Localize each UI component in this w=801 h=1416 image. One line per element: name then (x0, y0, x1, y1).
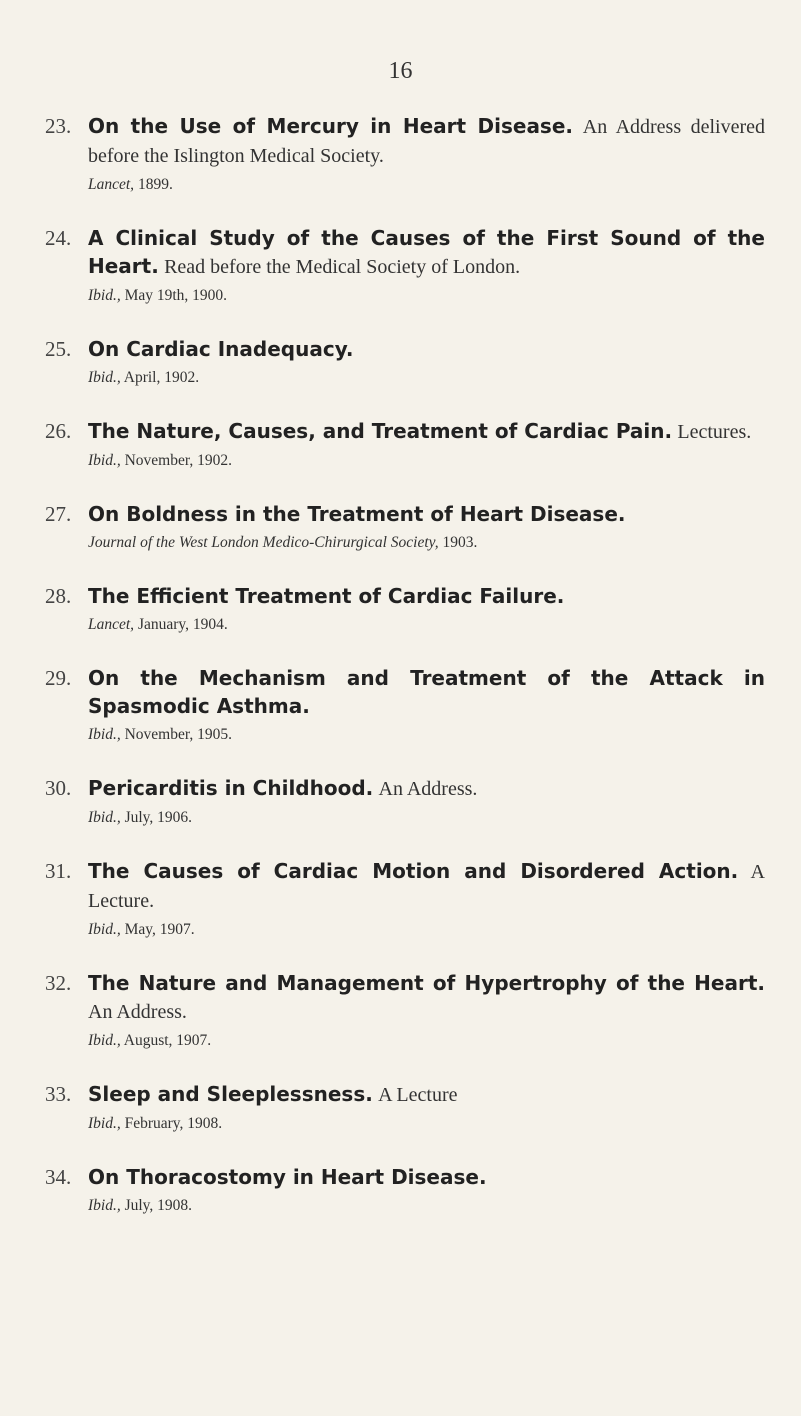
entry-journal: Ibid., (88, 809, 121, 826)
list-item (45, 417, 765, 473)
entry-title: On Thoracostomy in Heart Disease. (88, 1165, 487, 1189)
entry-journal: Lancet, (88, 616, 135, 633)
entry-note: Read before the Medical Society of London. (164, 256, 521, 278)
entry-title: The Nature, Causes, and Treatment of Cardiac Pain. (88, 419, 673, 443)
entry-date: July, 1906. (124, 809, 193, 826)
entry-number: 34. (45, 1165, 72, 1189)
list-item (45, 969, 765, 1053)
entry-date: May 19th, 1900. (124, 287, 228, 304)
entry-journal: Ibid., (88, 287, 121, 304)
entry-title: On the Mechanism and Treatment of the Attack in Spasmodic Asthma. (88, 666, 765, 718)
list-item (45, 774, 765, 830)
entry-note: An Address delivered before the Islington Medical Society. (88, 116, 766, 167)
entry-journal: Lancet, (88, 176, 135, 193)
entry-title: On Boldness in the Treatment of Heart Disease. (88, 502, 626, 526)
entry-title: The Efficient Treatment of Cardiac Failure. (88, 584, 565, 608)
entry-date: 1899. (137, 176, 173, 193)
entry-number: 30. (45, 776, 72, 800)
entry-journal: Ibid., (88, 369, 121, 386)
entry-title: The Nature and Management of Hypertrophy of the Heart. (88, 971, 765, 995)
list-item (45, 582, 765, 637)
entry-note: Lectures. (677, 421, 752, 443)
entry-number: 27. (45, 502, 72, 526)
entry-journal: Ibid., (88, 1115, 121, 1132)
entry-date: July, 1908. (124, 1197, 193, 1214)
entry-note: An Address. (88, 1001, 187, 1023)
entry-title: On the Use of Mercury in Heart Disease. (88, 114, 574, 138)
entry-date: April, 1902. (123, 369, 200, 386)
entry-journal: Journal of the West London Medico-Chirurgical Society, (88, 534, 439, 551)
page-number: 16 (388, 58, 413, 84)
list-item (45, 224, 765, 308)
entry-date: May, 1907. (124, 921, 195, 938)
entry-number: 29. (45, 666, 72, 690)
entry-number: 31. (45, 859, 72, 883)
entry-title: On Cardiac Inadequacy. (88, 337, 354, 361)
bibliography-list (45, 112, 765, 1245)
entry-note: A Lecture (378, 1084, 458, 1106)
entry-title: The Causes of Cardiac Motion and Disordered Action. (88, 859, 739, 883)
entry-title: Pericarditis in Childhood. (88, 776, 374, 800)
entry-number: 23. (45, 114, 72, 138)
entry-title: A Clinical Study of the Causes of the First Sound of the Heart. (88, 226, 765, 278)
list-item (45, 1163, 765, 1218)
list-item (45, 664, 765, 747)
entry-date: January, 1904. (137, 616, 228, 633)
entry-number: 28. (45, 584, 72, 608)
entry-number: 26. (45, 419, 72, 443)
entry-number: 24. (45, 226, 72, 250)
list-item (45, 500, 765, 555)
entry-journal: Ibid., (88, 1032, 121, 1049)
list-item (45, 857, 765, 942)
list-item (45, 112, 765, 197)
entry-date: February, 1908. (124, 1115, 223, 1132)
list-item (45, 335, 765, 390)
entry-date: August, 1907. (123, 1032, 212, 1049)
entry-journal: Ibid., (88, 452, 121, 469)
entry-note: A Lecture. (88, 861, 765, 912)
entry-number: 25. (45, 337, 72, 361)
entry-journal: Ibid., (88, 726, 121, 743)
entry-journal: Ibid., (88, 1197, 121, 1214)
entry-title: Sleep and Sleeplessness. (88, 1082, 373, 1106)
entry-number: 33. (45, 1082, 72, 1106)
entry-date: November, 1905. (124, 726, 233, 743)
entry-journal: Ibid., (88, 921, 121, 938)
list-item (45, 1080, 765, 1136)
entry-date: 1903. (442, 534, 478, 551)
entry-date: November, 1902. (124, 452, 233, 469)
entry-number: 32. (45, 971, 72, 995)
entry-note: An Address. (378, 778, 478, 800)
